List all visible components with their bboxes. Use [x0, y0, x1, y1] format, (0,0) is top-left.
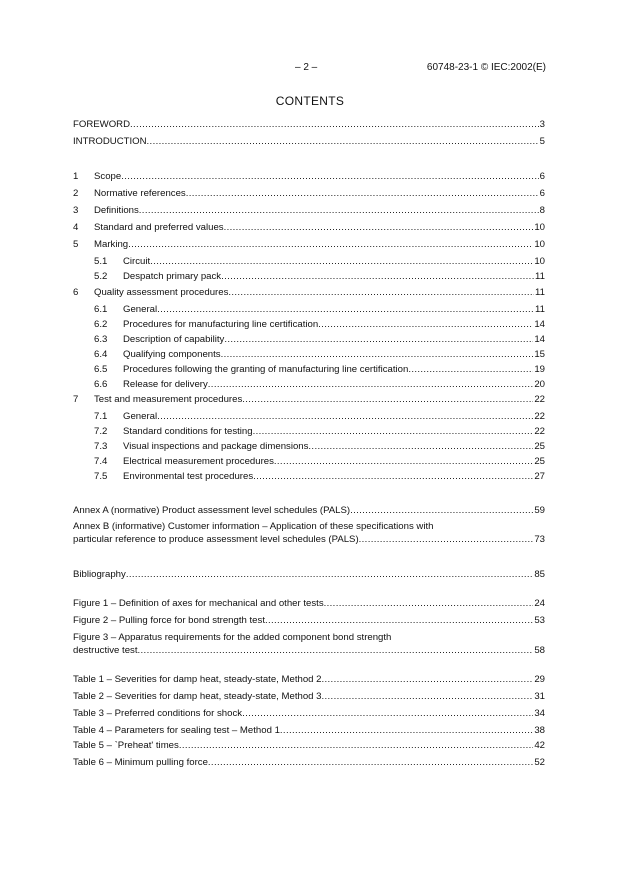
toc-label: INTRODUCTION [73, 136, 147, 147]
toc-label: Despatch primary pack [123, 271, 222, 282]
toc-entry-6-1[interactable] [94, 303, 545, 316]
toc-entry-7-2[interactable] [94, 425, 545, 438]
toc-page: 8 [539, 205, 545, 216]
toc-number: 4 [73, 222, 79, 233]
toc-entry-5-1[interactable] [94, 255, 545, 268]
toc-label: Visual inspections and package dimensions [123, 441, 309, 452]
toc-page: 34 [534, 708, 545, 719]
toc-page: 6 [539, 188, 545, 199]
toc-label: Table 4 – Parameters for sealing test – Method 1 [73, 725, 280, 736]
toc-number: 7.5 [94, 471, 108, 482]
toc-number: 5.2 [94, 271, 108, 282]
page-title: CONTENTS [275, 94, 345, 108]
toc-page: 10 [534, 222, 545, 233]
toc-entry-annex-b-line1[interactable]: Annex B (informative) Customer information – Application of these specifications with [73, 521, 434, 532]
toc-label: Procedures for manufacturing line certification [123, 319, 319, 330]
toc-entry-7-5[interactable] [94, 470, 545, 483]
toc-number: 7.3 [94, 441, 108, 452]
toc-entry-7-3[interactable] [94, 440, 545, 453]
toc-number: 6.6 [94, 379, 108, 390]
toc-label: Quality assessment procedures [94, 287, 229, 298]
toc-label: Procedures following the granting of manufacturing line certification [123, 364, 409, 375]
toc-number: 5.1 [94, 256, 108, 267]
toc-number: 6.1 [94, 304, 108, 315]
toc-entry-2[interactable] [73, 187, 545, 200]
toc-entry-6-2[interactable] [94, 318, 545, 331]
toc-entry-figure-3-line1[interactable]: Figure 3 – Apparatus requirements for the added component bond strength [73, 632, 392, 643]
toc-label: Scope [94, 171, 122, 182]
toc-label: Normative references [94, 188, 186, 199]
toc-page: 38 [534, 725, 545, 736]
toc-label: Description of capability [123, 334, 225, 345]
toc-page: 25 [534, 441, 545, 452]
toc-page: 19 [534, 364, 545, 375]
toc-page: 10 [534, 256, 545, 267]
toc-entry-table-2[interactable] [73, 690, 545, 703]
toc-number: 2 [73, 188, 79, 199]
toc-label: Standard and preferred values [94, 222, 224, 233]
toc-label: destructive test [73, 645, 138, 656]
toc-entry-annex-b[interactable] [73, 533, 545, 546]
toc-page: 27 [534, 471, 545, 482]
toc-number: 7.4 [94, 456, 108, 467]
toc-page: 53 [534, 615, 545, 626]
toc-page: 58 [534, 645, 545, 656]
toc-label: Definitions [94, 205, 139, 216]
toc-entry-5[interactable] [73, 238, 545, 251]
toc-entry-introduction[interactable] [73, 135, 545, 148]
toc-page: 11 [535, 271, 545, 282]
toc-number: 7.2 [94, 426, 108, 437]
toc-label: Figure 2 – Pulling force for bond strength test [73, 615, 265, 626]
toc-page: 42 [534, 740, 545, 751]
toc-label: Test and measurement procedures [94, 394, 243, 405]
toc-entry-table-1[interactable] [73, 673, 545, 686]
toc-page: 10 [534, 239, 545, 250]
toc-label: Circuit [123, 256, 151, 267]
toc-entry-7-4[interactable] [94, 455, 545, 468]
toc-page: 14 [534, 319, 545, 330]
toc-page: 15 [534, 349, 545, 360]
toc-page: 3 [539, 119, 545, 130]
toc-label: Standard conditions for testing [123, 426, 253, 437]
toc-entry-6-6[interactable] [94, 378, 545, 391]
toc-label: Figure 1 – Definition of axes for mechanical and other tests [73, 598, 324, 609]
toc-entry-7-1[interactable] [94, 410, 545, 423]
toc-number: 5 [73, 239, 79, 250]
toc-page: 11 [535, 287, 545, 298]
toc-page: 85 [534, 569, 545, 580]
toc-page: 6 [539, 171, 545, 182]
toc-label: particular reference to produce assessment level schedules (PALS) [73, 534, 359, 545]
toc-label: Electrical measurement procedures [123, 456, 274, 467]
toc-page: 25 [534, 456, 545, 467]
toc-page: 59 [534, 505, 545, 516]
toc-number: 6.5 [94, 364, 108, 375]
toc-page: 14 [534, 334, 545, 345]
toc-entry-5-2[interactable] [94, 270, 545, 283]
toc-label: Annex A (normative) Product assessment level schedules (PALS) [73, 505, 351, 516]
toc-label: General [123, 411, 158, 422]
toc-page: 5 [539, 136, 545, 147]
toc-label: FOREWORD [73, 119, 131, 130]
toc-label: Table 1 – Severities for damp heat, steady-state, Method 2 [73, 674, 322, 685]
toc-entry-figure-2[interactable] [73, 614, 545, 627]
toc-number: 6.2 [94, 319, 108, 330]
toc-label: Release for delivery [123, 379, 208, 390]
toc-number: 6.4 [94, 349, 108, 360]
toc-page: 22 [534, 411, 545, 422]
toc-entry-table-4[interactable] [73, 724, 545, 737]
toc-label: General [123, 304, 158, 315]
toc-label: Bibliography [73, 569, 126, 580]
toc-entry-table-5[interactable] [73, 739, 545, 752]
toc-page: 11 [535, 304, 545, 315]
toc-page: 31 [534, 691, 545, 702]
toc-number: 1 [73, 171, 79, 182]
toc-entry-6[interactable] [73, 286, 545, 299]
toc-entry-6-3[interactable] [94, 333, 545, 346]
toc-entry-1[interactable] [73, 170, 545, 183]
toc-label: Table 6 – Minimum pulling force [73, 757, 208, 768]
toc-page: 24 [534, 598, 545, 609]
toc-page: 29 [534, 674, 545, 685]
toc-label: Qualifying components [123, 349, 221, 360]
toc-entry-7[interactable] [73, 393, 545, 406]
toc-number: 7 [73, 394, 79, 405]
toc-entry-foreword[interactable] [73, 118, 545, 131]
toc-page: 22 [534, 426, 545, 437]
toc-page: 73 [534, 534, 545, 545]
toc-entry-6-5[interactable] [94, 363, 545, 376]
toc-label: Table 2 – Severities for damp heat, steady-state, Method 3 [73, 691, 322, 702]
toc-entry-table-6[interactable] [73, 756, 545, 769]
toc-number: 6 [73, 287, 79, 298]
toc-label: Marking [94, 239, 129, 250]
toc-entry-4[interactable] [73, 221, 545, 234]
toc-entry-figure-1[interactable] [73, 597, 545, 610]
toc-entry-3[interactable] [73, 204, 545, 217]
toc-label: Environmental test procedures [123, 471, 254, 482]
toc-page: 20 [534, 379, 545, 390]
toc-label: Table 5 – `Preheat' times [73, 740, 179, 751]
toc-entry-6-4[interactable] [94, 348, 545, 361]
toc-page: 22 [534, 394, 545, 405]
toc-entry-figure-3[interactable] [73, 644, 545, 657]
document-code: 60748-23-1 © IEC:2002(E) [426, 62, 546, 73]
toc-label: Table 3 – Preferred conditions for shock [73, 708, 243, 719]
page-number: – 2 – [295, 62, 318, 73]
toc-entry-bibliography[interactable] [73, 568, 545, 581]
toc-number: 7.1 [94, 411, 108, 422]
toc-number: 6.3 [94, 334, 108, 345]
toc-entry-table-3[interactable] [73, 707, 545, 720]
toc-entry-annex-a[interactable] [73, 504, 545, 517]
toc-page: 52 [534, 757, 545, 768]
toc-number: 3 [73, 205, 79, 216]
